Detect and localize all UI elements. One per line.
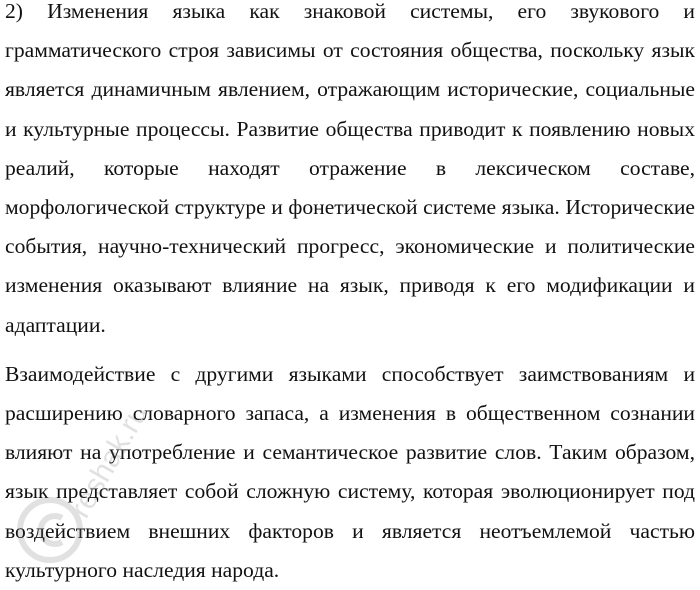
paragraph-1: 2) Изменения языка как знаковой системы, его звукового и грамматического строя зависимы от состояния общества, поскольку язык является динамичным явлением, отражающим исторические, социальные и культурные процессы. Развитие общества приводит к появлению новых реалий, которые находят отражение в лексическом составе, морфологической структуре и фонетической системе языка. Исторические события, научно-технический прогресс, экономические и политические изменения оказывают влияние на язык, приводя к его модификации и адаптации. bbox=[5, 0, 695, 337]
watermark-text: reshak.ru bbox=[63, 410, 155, 524]
paragraph-2: Взаимодействие с другими языками способствует заимствованиям и расширению словарного запаса, а изменения в общественном сознании влияют на употребление и семантическое развитие слов. Таким образом, язык представляет собой сложную систему, которая эволюционирует под воздействием внешних факторов и является неотъемлемой частью культурного наследия народа. bbox=[5, 361, 695, 582]
